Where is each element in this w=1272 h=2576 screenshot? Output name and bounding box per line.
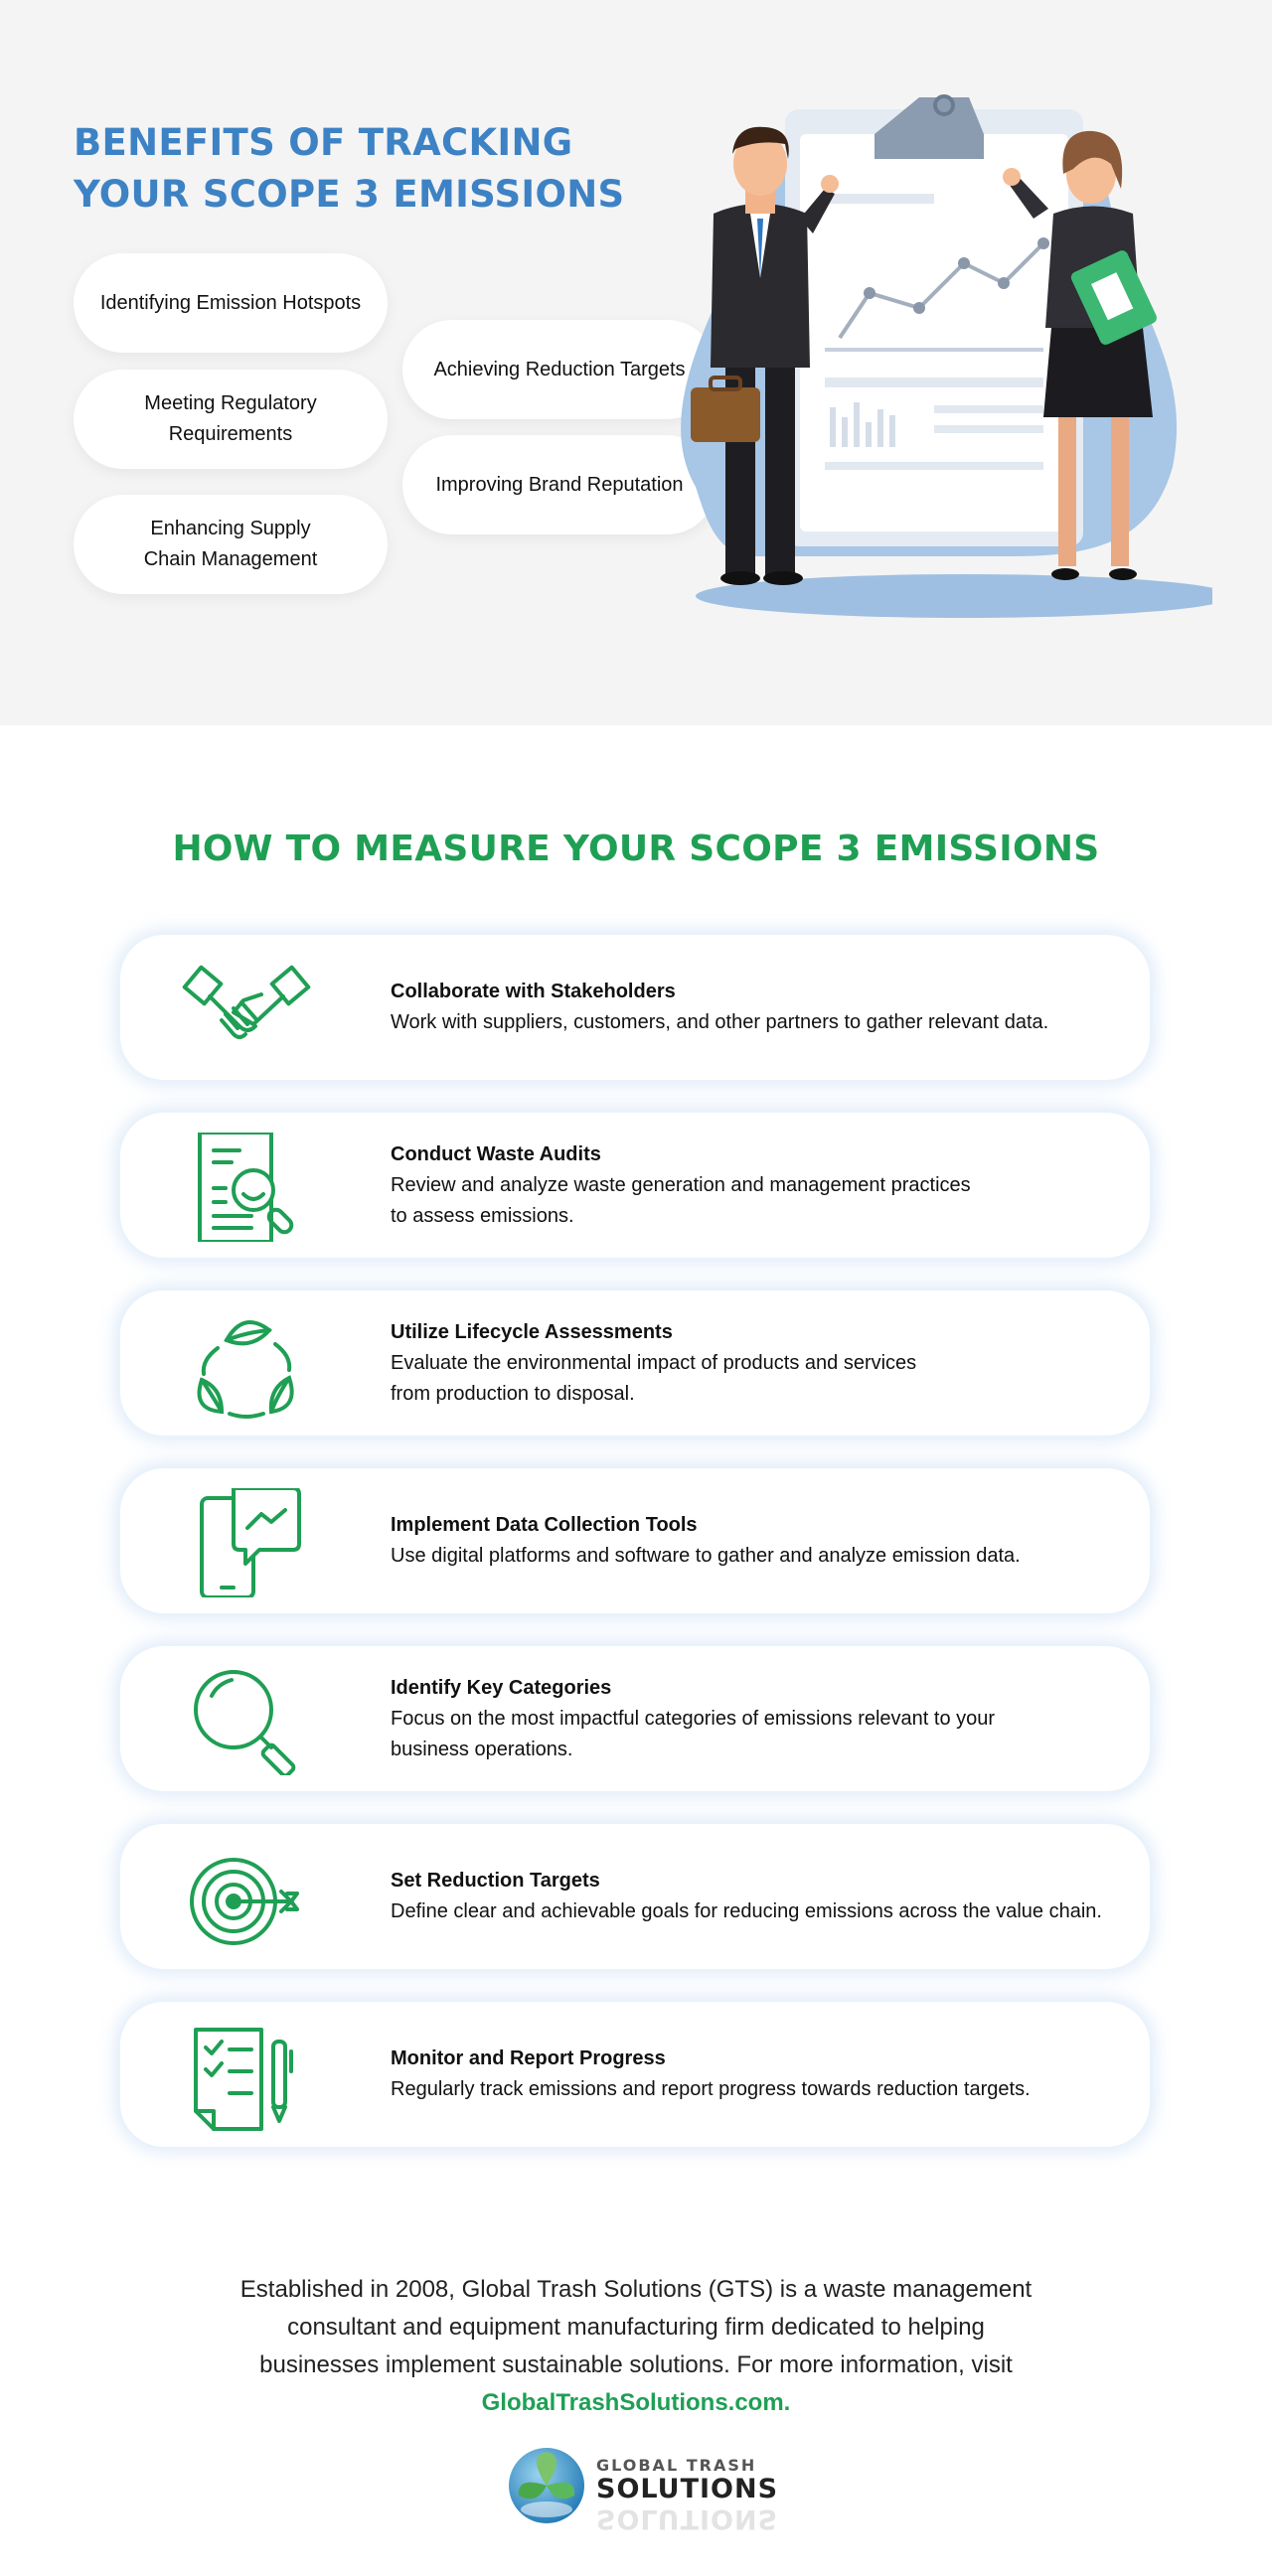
- step-title: Monitor and Report Progress: [391, 2047, 666, 2069]
- step-card-monitor-report: [120, 2002, 1150, 2147]
- step-title: Identify Key Categories: [391, 1676, 612, 1699]
- step-title: Utilize Lifecycle Assessments: [391, 1320, 673, 1343]
- company-description-text: Established in 2008, Global Trash Solutions (GTS) is a waste management consultant and equipment manufacturing firm dedicated to helping businesses implement sustainable solutions. For more information, visit: [239, 2276, 1033, 2378]
- target-icon: [182, 1844, 311, 1953]
- benefit-pill-brand-reputation: Improving Brand Reputation: [402, 435, 716, 534]
- document-search-icon: [182, 1133, 311, 1242]
- step-card-collaborate: [120, 935, 1150, 1080]
- company-logo: [507, 2446, 779, 2545]
- benefit-pill-emission-hotspots: Identifying Emission Hotspots: [74, 253, 388, 353]
- step-title: Set Reduction Targets: [391, 1870, 600, 1892]
- step-description: Review and analyze waste generation and management practices to assess emissions.: [391, 1173, 971, 1227]
- globe-leaf-icon: [507, 2446, 586, 2525]
- handshake-icon: [182, 955, 311, 1064]
- business-people-illustration: [636, 89, 1212, 646]
- logo-text-reflection: SOLUTIONS: [596, 2503, 779, 2534]
- website-link[interactable]: GlobalTrashSolutions.com.: [481, 2389, 791, 2416]
- step-title: Conduct Waste Audits: [391, 1142, 601, 1165]
- step-title: Implement Data Collection Tools: [391, 1514, 698, 1536]
- step-card-reduction-targets: [120, 1824, 1150, 1969]
- benefits-section: [0, 0, 1272, 725]
- magnifier-icon: [182, 1666, 311, 1775]
- step-description: Evaluate the environmental impact of products and services from production to disposal.: [391, 1351, 917, 1405]
- step-description: Regularly track emissions and report progress towards reduction targets.: [391, 2078, 1031, 2100]
- step-card-waste-audits: [120, 1113, 1150, 1258]
- measure-title: HOW TO MEASURE YOUR SCOPE 3 EMISSIONS: [172, 829, 1100, 869]
- logo-text-global-trash: GLOBAL TRASH: [596, 2456, 757, 2475]
- company-description: [238, 2271, 1034, 2422]
- benefits-title: BENEFITS OF TRACKING YOUR SCOPE 3 EMISSIONS: [74, 121, 625, 216]
- benefit-pill-supply-chain: Enhancing Supply Chain Management: [74, 495, 388, 594]
- benefit-pill-regulatory: Meeting Regulatory Requirements: [74, 370, 388, 469]
- phone-chart-icon: [182, 1488, 311, 1597]
- recycle-leaves-icon: [182, 1310, 311, 1420]
- benefit-pill-reduction-targets: Achieving Reduction Targets: [402, 320, 716, 419]
- step-card-data-tools: [120, 1468, 1150, 1613]
- step-title: Collaborate with Stakeholders: [391, 981, 676, 1002]
- logo-text-solutions: SOLUTIONS: [596, 2474, 779, 2504]
- step-description: Use digital platforms and software to gather and analyze emission data.: [391, 1545, 1021, 1567]
- step-card-key-categories: [120, 1646, 1150, 1791]
- step-description: Focus on the most impactful categories of emissions relevant to your business operations.: [391, 1707, 996, 1760]
- step-description: Work with suppliers, customers, and other partners to gather relevant data.: [391, 1011, 1049, 1033]
- step-description: Define clear and achievable goals for reducing emissions across the value chain.: [391, 1900, 1102, 1922]
- step-card-lifecycle: [120, 1290, 1150, 1436]
- checklist-icon: [182, 2022, 311, 2131]
